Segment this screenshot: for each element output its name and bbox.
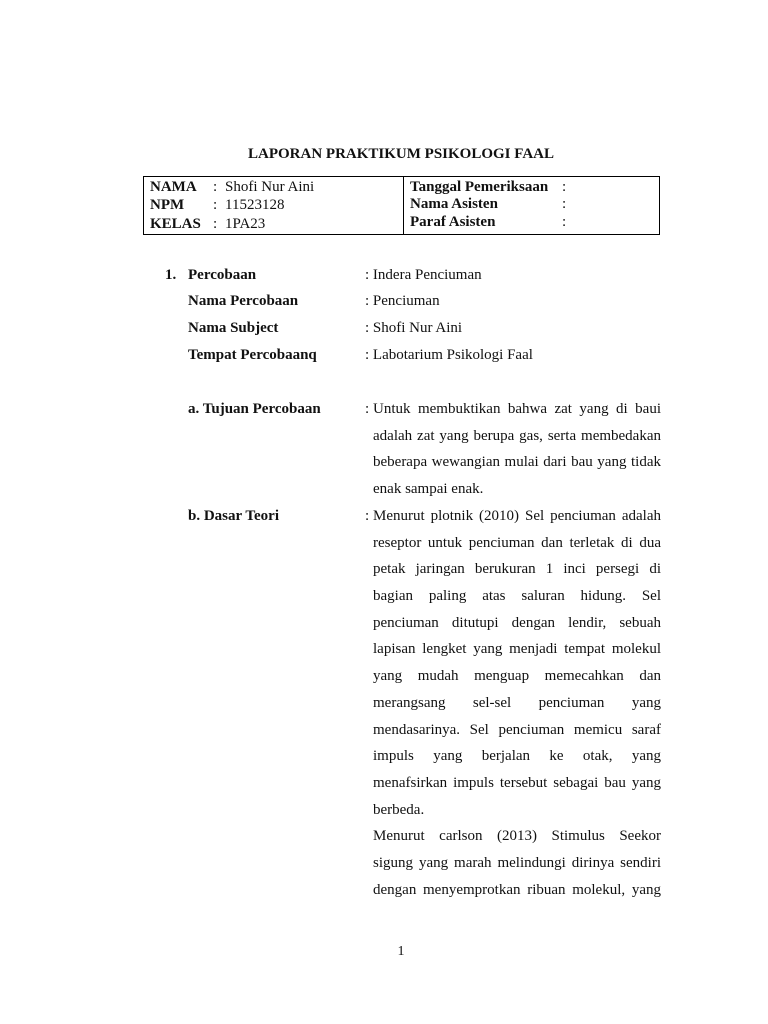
identity-colon: :	[562, 179, 567, 195]
paragraph-line: beberapa wewangian mulai dari bau yang tidak	[373, 454, 661, 471]
field-value: : Penciuman	[365, 293, 440, 309]
identity-label: NAMA	[150, 179, 197, 195]
identity-table	[143, 176, 660, 235]
field-label: Nama Percobaan	[188, 293, 299, 309]
tujuan-colon: :	[365, 401, 370, 417]
paragraph-line: dengan menyemprotkan ribuan molekul, yang	[373, 881, 661, 898]
field-value: : Indera Penciuman	[365, 267, 482, 283]
dasar-teori-paragraph	[373, 503, 661, 903]
paragraph-line: enak sampai enak.	[373, 481, 484, 498]
section-heading: a. Tujuan Percobaan	[188, 401, 321, 417]
identity-colon: :	[213, 197, 218, 213]
identity-label: NPM	[150, 197, 185, 213]
identity-right-column	[404, 177, 659, 234]
field-nama-percobaan	[188, 293, 298, 310]
field-value: : Shofi Nur Aini	[365, 320, 463, 336]
paragraph-line: Menurut carlson (2013) Stimulus Seekor	[373, 828, 661, 845]
field-label: Percobaan	[188, 267, 257, 283]
field-percobaan	[165, 267, 257, 284]
identity-left-column	[144, 177, 404, 234]
field-label: Tempat Percobaanq	[188, 347, 317, 363]
paragraph-line: menafsirkan impuls tersebut sebagai bau yang	[373, 774, 661, 791]
dasar-teori-label	[188, 508, 279, 525]
identity-value: 11523128	[225, 197, 285, 213]
paragraph-line: yang mudah menguap memecahkan dan	[373, 668, 661, 685]
section-heading: b. Dasar Teori	[188, 508, 279, 524]
paragraph-line: lapisan lengket yang menjadi tempat molekul	[373, 641, 661, 658]
paragraph-line: Untuk membuktikan bahwa zat yang di baui	[373, 401, 661, 417]
paragraph-line: merangsang sel-sel penciuman yang	[373, 694, 661, 711]
identity-label: KELAS	[150, 216, 201, 232]
paragraph-line: mendasarinya. Sel penciuman memicu saraf	[373, 721, 661, 738]
identity-colon: :	[213, 179, 218, 195]
tujuan-paragraph	[373, 396, 661, 503]
paragraph-line: impuls yang berjalan ke otak, yang	[373, 748, 661, 765]
identity-label: Nama Asisten	[410, 196, 498, 212]
page-number: 1	[397, 944, 405, 959]
paragraph-line: penciuman ditutupi dengan lendir, sebuah	[373, 614, 661, 631]
paragraph-line: petak jaringan berukuran 1 inci persegi di	[373, 561, 661, 578]
paragraph-line: bagian paling atas saluran hidung. Sel	[373, 588, 661, 605]
identity-colon: :	[562, 196, 567, 212]
paragraph-line: berbeda.	[373, 801, 425, 818]
paragraph-line: Menurut plotnik (2010) Sel penciuman adalah	[373, 508, 661, 524]
field-nama-subject	[188, 320, 278, 337]
field-label: Nama Subject	[188, 320, 279, 336]
identity-value: 1PA23	[225, 216, 266, 232]
field-tempat-percobaan	[188, 347, 317, 364]
identity-label: Tanggal Pemeriksaan	[410, 179, 549, 195]
paragraph-line: sigung yang marah melindungi dirinya sendiri	[373, 854, 661, 871]
identity-value: Shofi Nur Aini	[225, 179, 315, 195]
identity-colon: :	[213, 216, 218, 232]
tujuan-label	[188, 401, 321, 418]
field-value: : Labotarium Psikologi Faal	[365, 347, 533, 363]
section-number: 1.	[165, 267, 177, 283]
paragraph-line: reseptor untuk penciuman dan terletak di dua	[373, 534, 661, 551]
identity-label: Paraf Asisten	[410, 214, 496, 230]
paragraph-line: adalah zat yang berupa gas, serta membedakan	[373, 427, 661, 444]
report-title: LAPORAN PRAKTIKUM PSIKOLOGI FAAL	[248, 146, 554, 162]
dasar-teori-colon: :	[365, 508, 370, 524]
identity-colon: :	[562, 214, 567, 230]
